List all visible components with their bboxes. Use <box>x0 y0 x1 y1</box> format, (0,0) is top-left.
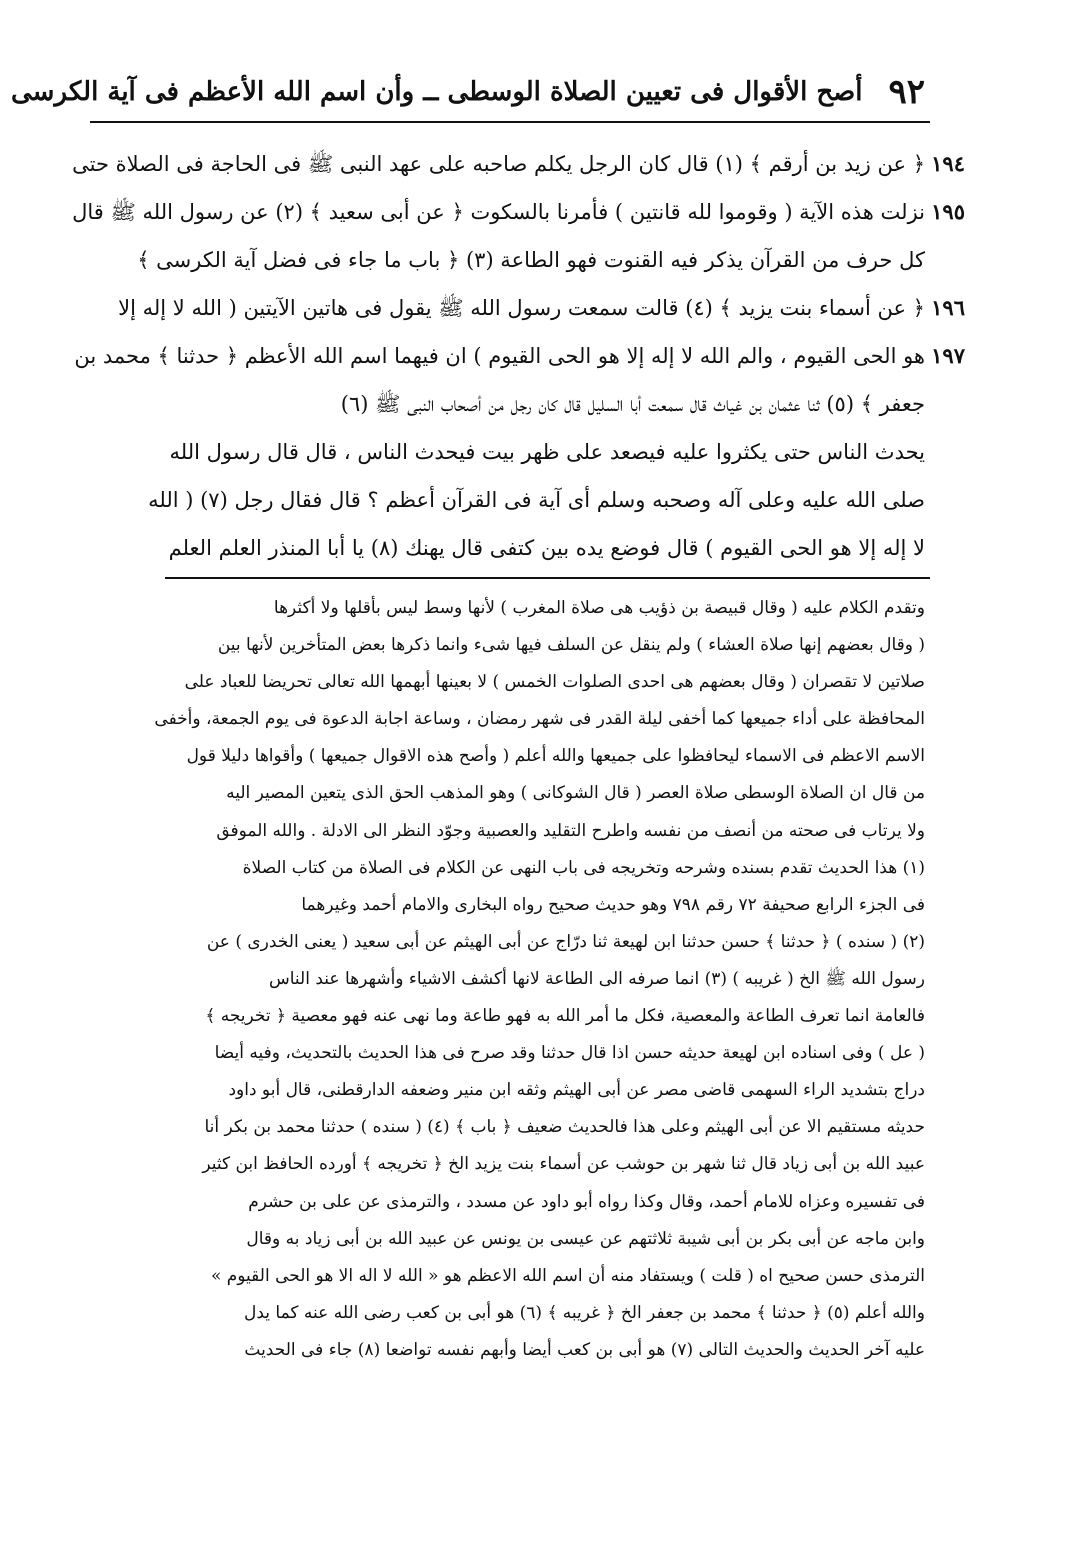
footnote-line: فى تفسيره وعزاه للامام أحمد، وقال وكذا رواه أبو داود عن مسدد ، والترمذى عن على بن حشرم <box>248 1191 925 1212</box>
main-text-line: لا إله إلا هو الحى القيوم ) قال فوضع يده بين كتفى قال يهنك (٨) يا أبا المنذر العلم العلم <box>168 536 925 560</box>
footnote-line: (٢) ( سنده ) ﴿ حدثنا ﴾ حسن حدثنا ابن لهيعة ثنا درّاج عن أبى الهيثم عن أبى سعيد ( يعنى الخدرى ) عن <box>206 931 925 952</box>
footnote-line: الترمذى حسن صحيح اه ( قلت ) ويستفاد منه أن اسم الله الاعظم هو « الله لا اله الا هو الحى القيوم » <box>210 1265 925 1286</box>
hadith-number: ١٩٧ <box>931 343 965 368</box>
hadith-number: ١٩٤ <box>931 151 965 176</box>
footnote-line: المحافظة على أداء جميعها كما أخفى ليلة القدر فى شهر رمضان ، وساعة اجابة الدعوة فى يوم الجمعة، وأخفى <box>154 709 925 730</box>
footnote-line: وتقدم الكلام عليه ( وقال قبيصة بن ذؤيب هى صلاة المغرب ) لأنها وسط ليس بأقلها ولا أكثرها <box>273 598 925 618</box>
main-text-line: يحدث الناس حتى يكثروا عليه فيصعد على ظهر بيت فيحدث الناس ، قال قال رسول الله <box>169 440 925 464</box>
footnote-line: رسول الله ﷺ الخ ( غريبه ) (٣) انما صرفه الى الطاعة لانها أكشف الاشياء وأشهرها عند الناس <box>269 968 925 989</box>
header-rule <box>90 121 930 123</box>
main-text-line: هو الحى القيوم ، والم الله لا إله إلا هو الحى القيوم ) ان فيهما اسم الله الأعظم ﴿ حدثنا ﴾ محمد بن <box>74 344 925 368</box>
footnote-line: (١) هذا الحديث تقدم بسنده وشرحه وتخريجه فى باب النهى عن الكلام فى الصلاة من كتاب الصلاة <box>242 857 925 878</box>
main-text <box>72 140 925 572</box>
main-text-line: ﴿ عن أسماء بنت يزيد ﴾ (٤) قالت سمعت رسول الله ﷺ يقول فى هاتين الآيتين ( الله لا إله إلا <box>118 296 925 320</box>
main-text-line: ﴿ عن زيد بن أرقم ﴾ (١) قال كان الرجل يكلم صاحبه على عهد النبى ﷺ فى الحاجة فى الصلاة حتى <box>72 152 925 176</box>
footnote-line: دراج بتشديد الراء السهمى قاضى مصر عن أبى الهيثم وثقه ابن منير وضعفه الدارقطنى، قال أبو داود <box>228 1080 925 1101</box>
footnote-line: حديثه مستقيم الا عن أبى الهيثم وعلى هذا فالحديث ضعيف ﴿ باب ﴾ (٤) ( سنده ) حدثنا محمد بن بكر أنا <box>204 1117 925 1138</box>
footnote-line: صلاتين لا تقصران ( وقال بعضهم هى احدى الصلوات الخمس ) لا بعينها أبهمها الله تعالى تحريضا للعباد على <box>184 672 925 693</box>
footnote-line: عبيد الله بن أبى زياد قال ثنا شهر بن حوشب عن أسماء بنت يزيد الخ ﴿ تخريجه ﴾ أورده الحافظ ابن كثير <box>202 1154 925 1175</box>
footnote-line: وابن ماجه عن أبى بكر بن أبى شيبة ثلاثتهم عن عيسى بن يونس عن عبيد الله بن أبى زياد به وقال <box>246 1228 925 1249</box>
hadith-number: ١٩٦ <box>931 295 965 320</box>
footnote-line: عليه آخر الحديث والحديث التالى (٧) هو أبى بن كعب أيضا وأبهم نفسه تواضعا (٨) جاء فى الحديث <box>244 1339 925 1360</box>
main-text-line: كل حرف من القرآن يذكر فيه القنوت فهو الطاعة (٣) ﴿ باب ما جاء فى فضل آية الكرسى ﴾ <box>137 248 925 272</box>
main-text-line: جعفر ﴾ (٥) ثنا عثمان بن غياث قال سمعت أبا السليل قال كان رجل من أصحاب النبى ﷺ (٦) <box>340 392 925 416</box>
footnote-line: فالعامة انما تعرف الطاعة والمعصية، فكل ما أمر الله به فهو طاعة وما نهى عنه فهو معصية ﴿ تخريجه ﴾ <box>205 1006 925 1027</box>
footnote-line: الاسم الاعظم فى الاسماء ليحافظوا على جميعها والله أعلم ( وأصح هذه الاقوال جميعها ) وأقواها دليلا قول <box>186 746 925 767</box>
hadith-number: ١٩٥ <box>931 199 965 224</box>
footnote-line: من قال ان الصلاة الوسطى صلاة العصر ( قال الشوكانى ) وهو المذهب الحق الذى يتعين المصير اليه <box>226 783 925 804</box>
footnote-line: فى الجزء الرابع صحيفة ٧٢ رقم ٧٩٨ وهو حديث صحيح رواه البخارى والامام أحمد وغيرهما <box>301 894 925 915</box>
footnote-line: ( وقال بعضهم إنها صلاة العشاء ) ولم ينقل عن السلف فيها شىء وانما ذكرها بعض المتأخرين لأنها بين <box>217 635 925 656</box>
footnote-line: ولا يرتاب فى صحته من أنصف من نفسه واطرح التقليد والعصبية وجوّد النظر الى الادلة . والله الموفق <box>216 820 925 841</box>
footnote-line: ( عل ) وفى اسناده ابن لهيعة حديثه حسن اذا قال حدثنا وقد صرح فى هذا الحديث بالتحديث، وفيه أيضا <box>214 1043 925 1064</box>
page-header <box>11 68 925 116</box>
main-text-line: نزلت هذه الآية ( وقوموا لله قانتين ) فأمرنا بالسكوت ﴿ عن أبى سعيد ﴾ (٢) عن رسول الله ﷺ قال <box>72 200 925 224</box>
footnote-line: والله أعلم (٥) ﴿ حدثنا ﴾ محمد بن جعفر الخ ﴿ غريبه ﴾ (٦) هو أبى بن كعب رضى الله عنه كما يدل <box>244 1302 925 1323</box>
footnotes <box>154 590 925 1369</box>
running-title: أصح الأقوال فى تعيين الصلاة الوسطى ــ وأن اسم الله الأعظم فى آية الكرسى <box>11 77 863 107</box>
main-text-line: صلى الله عليه وعلى آله وصحبه وسلم أى آية فى القرآن أعظم ؟ قال فقال رجل (٧) ( الله <box>148 488 925 512</box>
footnote-separator <box>165 577 930 579</box>
page-number: ٩٢ <box>888 72 925 112</box>
